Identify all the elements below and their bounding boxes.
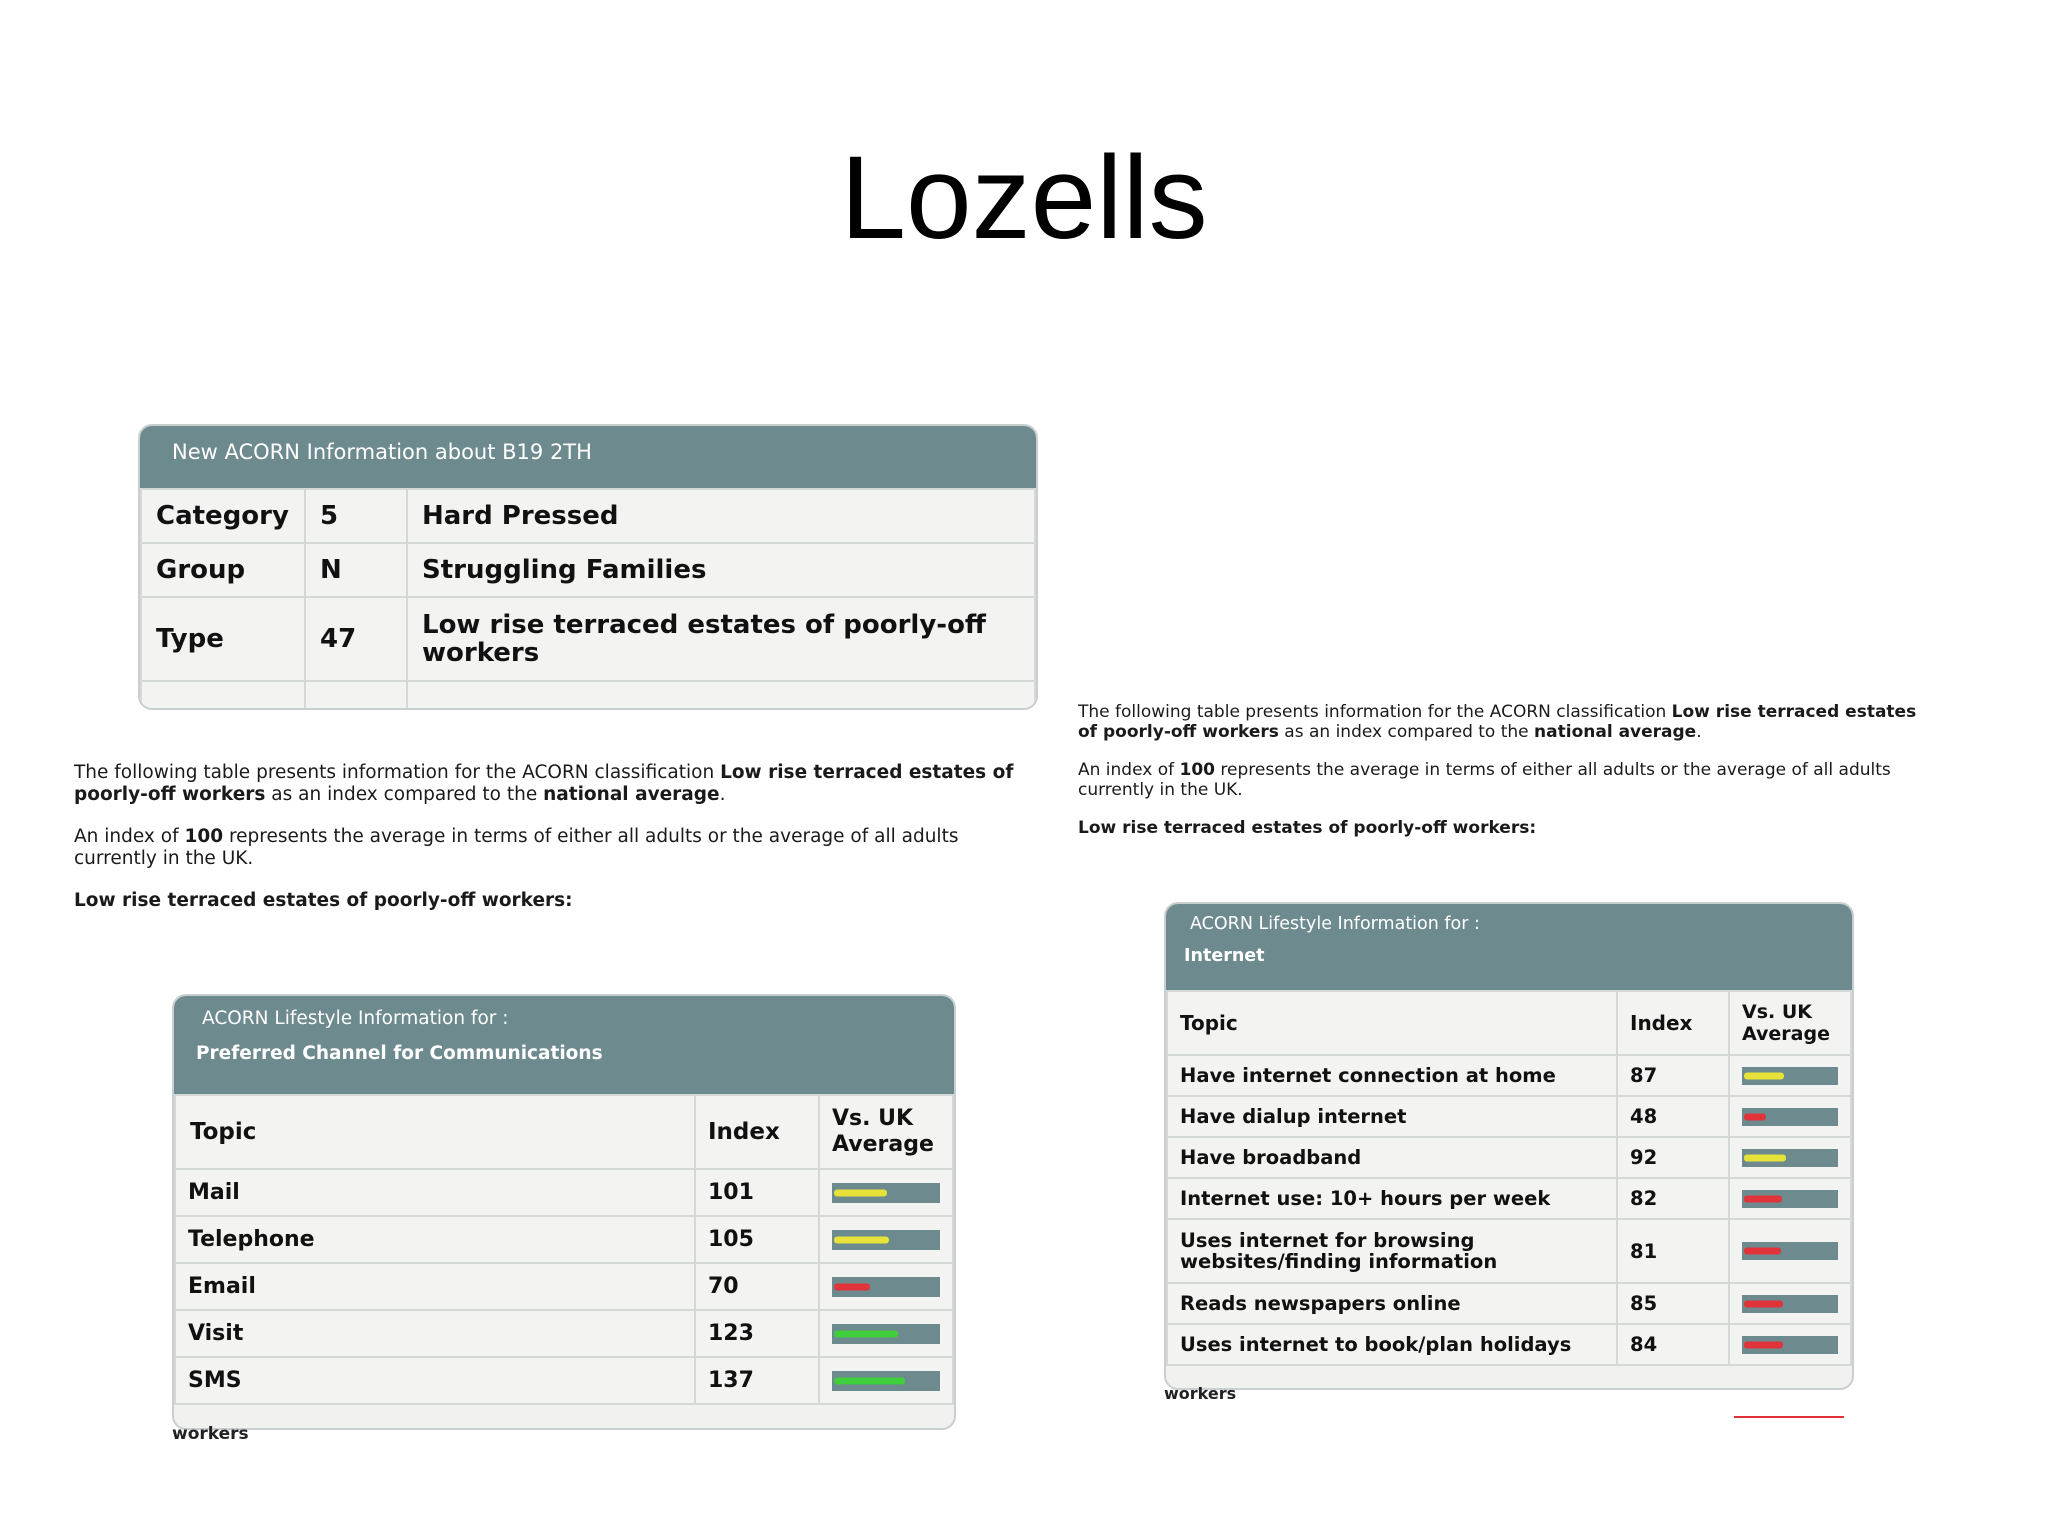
index-bar-fill xyxy=(834,1236,889,1243)
row-vs-average xyxy=(1729,1178,1851,1219)
index-bar-fill xyxy=(1744,1072,1784,1079)
col-index: Index xyxy=(1617,991,1729,1055)
row-code: 5 xyxy=(305,489,407,543)
card-header-line1: ACORN Lifestyle Information for : xyxy=(1190,914,1480,934)
row-label: Type xyxy=(141,597,305,681)
col-vs-average: Vs. UK Average xyxy=(819,1095,953,1169)
index-bar-fill xyxy=(834,1377,905,1384)
row-desc: Low rise terraced estates of poorly-off workers xyxy=(407,597,1035,681)
row-vs-average xyxy=(1729,1219,1851,1283)
intro-paragraph-3: Low rise terraced estates of poorly-off workers: xyxy=(74,890,573,911)
comms-card-header xyxy=(174,996,954,1094)
slide-title: Lozells xyxy=(840,132,1208,264)
intro-paragraph-2: An index of 100 represents the average in terms of either all adults or the average of all adults currently in the UK. xyxy=(1078,760,1891,800)
row-code: 47 xyxy=(305,597,407,681)
row-index: 137 xyxy=(695,1357,819,1404)
index-bar-fill xyxy=(1744,1300,1783,1307)
row-index: 87 xyxy=(1617,1055,1729,1096)
comms-table xyxy=(174,1094,954,1405)
row-vs-average xyxy=(819,1216,953,1263)
row-topic: Visit xyxy=(175,1310,695,1357)
row-label: Group xyxy=(141,543,305,597)
row-index: 70 xyxy=(695,1263,819,1310)
col-topic: Topic xyxy=(1167,991,1617,1055)
index-bar xyxy=(832,1183,940,1203)
table-row xyxy=(1167,1055,1851,1096)
intro-paragraph-3: Low rise terraced estates of poorly-off workers: xyxy=(1078,818,1537,838)
row-index: 101 xyxy=(695,1169,819,1216)
row-vs-average xyxy=(1729,1283,1851,1324)
index-bar-fill xyxy=(1744,1113,1766,1120)
table-row xyxy=(141,489,1035,543)
index-bar xyxy=(1742,1295,1838,1313)
row-index: 81 xyxy=(1617,1219,1729,1283)
row-index: 82 xyxy=(1617,1178,1729,1219)
table-row xyxy=(1167,1137,1851,1178)
table-row xyxy=(175,1263,953,1310)
row-code: N xyxy=(305,543,407,597)
row-vs-average xyxy=(1729,1324,1851,1365)
table-row xyxy=(175,1169,953,1216)
row-topic: Email xyxy=(175,1263,695,1310)
index-bar-fill xyxy=(1744,1341,1783,1348)
row-vs-average xyxy=(1729,1137,1851,1178)
row-vs-average xyxy=(1729,1096,1851,1137)
index-bar xyxy=(1742,1242,1838,1260)
table-row xyxy=(175,1216,953,1263)
row-index: 85 xyxy=(1617,1283,1729,1324)
table-row xyxy=(1167,1283,1851,1324)
internet-footnote: workers xyxy=(1164,1384,1237,1403)
row-index: 48 xyxy=(1617,1096,1729,1137)
index-bar-fill xyxy=(834,1330,898,1337)
index-bar xyxy=(832,1324,940,1344)
intro-text-left xyxy=(74,762,1024,932)
intro-paragraph-1: The following table presents information for the ACORN classification Low rise terraced estates of poorly-off workers as an index compared to the national average. xyxy=(1078,702,1917,742)
intro-paragraph-1: The following table presents information for the ACORN classification Low rise terraced estates of poorly-off workers as an index compared to the national average. xyxy=(74,762,1014,805)
row-vs-average xyxy=(819,1310,953,1357)
row-topic: Telephone xyxy=(175,1216,695,1263)
row-vs-average xyxy=(819,1357,953,1404)
table-row xyxy=(1167,1178,1851,1219)
card-header-line2: Preferred Channel for Communications xyxy=(196,1043,603,1064)
index-bar xyxy=(832,1230,940,1250)
row-topic: Uses internet to book/plan holidays xyxy=(1167,1324,1617,1365)
table-row xyxy=(1167,1324,1851,1365)
index-bar xyxy=(832,1277,940,1297)
internet-table-body xyxy=(1167,1055,1851,1365)
col-index: Index xyxy=(695,1095,819,1169)
intro-paragraph-2: An index of 100 represents the average in terms of either all adults or the average of all adults currently in the UK. xyxy=(74,826,959,869)
index-bar xyxy=(1742,1067,1838,1085)
internet-lifestyle-card xyxy=(1164,902,1854,1390)
row-topic: Have dialup internet xyxy=(1167,1096,1617,1137)
internet-table xyxy=(1166,990,1852,1366)
col-topic: Topic xyxy=(175,1095,695,1169)
index-bar-fill xyxy=(1744,1195,1782,1202)
card-header-line1: ACORN Lifestyle Information for : xyxy=(202,1008,509,1029)
card-header-line2: Internet xyxy=(1184,946,1265,966)
comms-lifestyle-card xyxy=(172,994,956,1430)
comms-footnote: workers xyxy=(172,1424,249,1444)
row-topic: Have broadband xyxy=(1167,1137,1617,1178)
index-bar-fill xyxy=(1744,1248,1781,1255)
index-bar xyxy=(1742,1336,1838,1354)
red-divider xyxy=(1734,1416,1844,1418)
row-desc: Struggling Families xyxy=(407,543,1035,597)
index-bar xyxy=(1742,1108,1838,1126)
table-row xyxy=(175,1310,953,1357)
table-row xyxy=(1167,1219,1851,1283)
row-index: 105 xyxy=(695,1216,819,1263)
row-index: 123 xyxy=(695,1310,819,1357)
row-vs-average xyxy=(819,1169,953,1216)
row-label: Category xyxy=(141,489,305,543)
index-bar xyxy=(1742,1190,1838,1208)
table-row xyxy=(141,597,1035,681)
acorn-info-card xyxy=(138,424,1038,710)
col-vs-average: Vs. UK Average xyxy=(1729,991,1851,1055)
row-vs-average xyxy=(819,1263,953,1310)
row-topic: Mail xyxy=(175,1169,695,1216)
acorn-info-header: New ACORN Information about B19 2TH xyxy=(140,426,1036,488)
table-row xyxy=(141,681,1035,710)
row-topic: Reads newspapers online xyxy=(1167,1283,1617,1324)
index-bar-fill xyxy=(834,1283,870,1290)
index-bar-fill xyxy=(834,1189,887,1196)
row-index: 84 xyxy=(1617,1324,1729,1365)
row-topic: Uses internet for browsing websites/finding information xyxy=(1167,1219,1617,1283)
table-header-row xyxy=(175,1095,953,1169)
row-vs-average xyxy=(1729,1055,1851,1096)
acorn-info-table xyxy=(140,488,1036,710)
row-desc: Hard Pressed xyxy=(407,489,1035,543)
row-topic: SMS xyxy=(175,1357,695,1404)
intro-text-right xyxy=(1078,702,1918,858)
comms-table-body xyxy=(175,1169,953,1404)
index-bar-fill xyxy=(1744,1154,1786,1161)
table-row xyxy=(1167,1096,1851,1137)
table-row xyxy=(175,1357,953,1404)
table-row xyxy=(141,543,1035,597)
row-topic: Internet use: 10+ hours per week xyxy=(1167,1178,1617,1219)
index-bar xyxy=(1742,1149,1838,1167)
table-header-row xyxy=(1167,991,1851,1055)
index-bar xyxy=(832,1371,940,1391)
internet-card-header xyxy=(1166,904,1852,990)
row-topic: Have internet connection at home xyxy=(1167,1055,1617,1096)
row-index: 92 xyxy=(1617,1137,1729,1178)
